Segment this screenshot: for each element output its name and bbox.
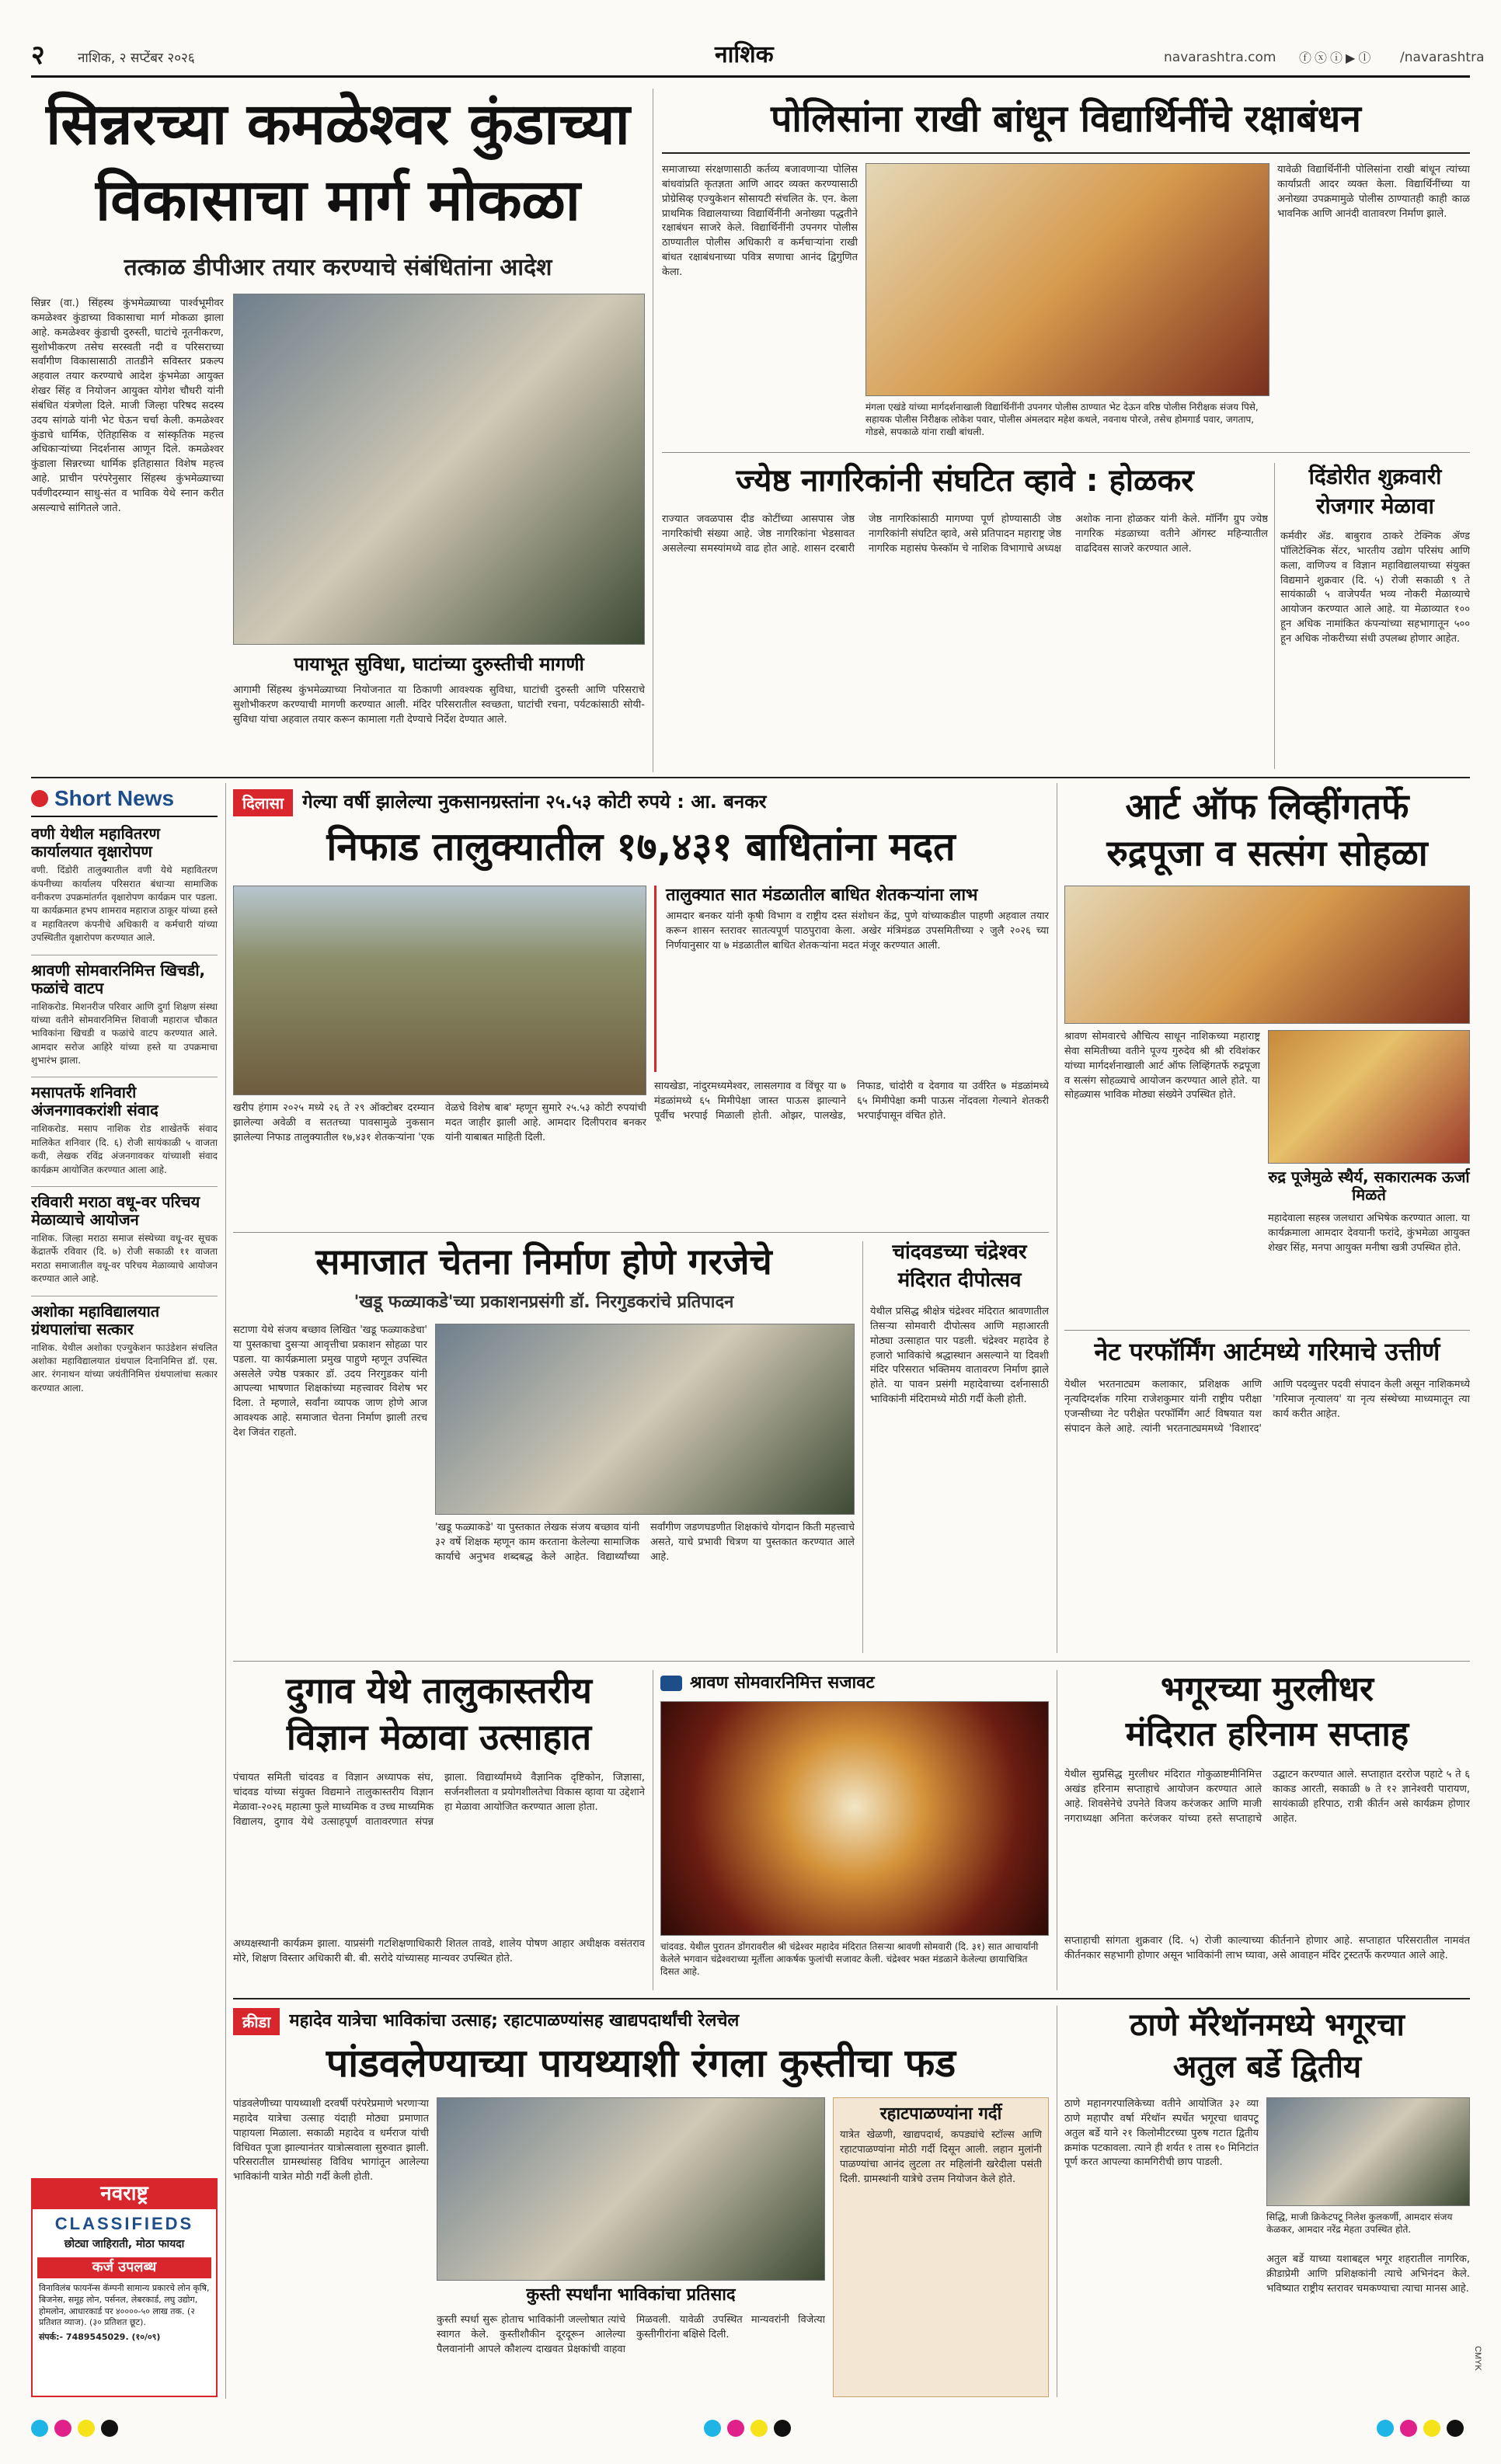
cyan-dot [704,2420,721,2437]
camera-icon [660,1676,682,1691]
short-news-title: रविवारी मराठा वधू-वर परिचय मेळाव्याचे आयोजन [31,1192,200,1230]
story12-body2: कुस्ती स्पर्धा सुरू होताच भाविकांनी जल्लोषात त्यांचे स्वागत केले. कुस्तीशौकीन दूरदूरून आलेल्या पैलवानांनी आपले कौशल्य दाखवत प्रेक्षकांची वाहवा मिळवली. यावेळी उपस्थित मान्यवरांनी विजेत्या कुस्तीगीरांना बक्षिसे दिली. [437,2314,825,2355]
story2-body: समाजाच्या संरक्षणासाठी कर्तव्य बजावणाऱ्या पोलिस बांधवांप्रति कृतज्ञता आणि आदर व्यक्त करण्यासाठी प्रोग्रेसिव्ह एज्युकेशन सोसायटी संचलित के. एन. केला प्राथमिक विद्यालयाच्या विद्यार्थिनींनी अनोख्या पद्धतीने रक्षाबंधन साजरे केले. विद्यार्थिनींनी उपनगर पोलीस ठाण्यातील पोलीस अधिकारी व कर्मचाऱ्यांना राखी बांधत रक्षाबंधनाच्या पवित्र सणाचा आनंद द्विगुणित केला. [662,164,858,278]
photo11-image [660,1701,1049,1936]
masthead [31,37,1485,78]
story8-headline-1: आर्ट ऑफ लिव्हींगतर्फे [1125,785,1409,827]
short-news-body: नाशिक. जिल्हा मराठा समाज संस्थेच्या वधू-वर सूचक केंद्रातर्फे रविवार (दि. ७) रोजी सकाळी ११ वाजता मराठा समाजातील वधू-वर परिचय मेळाव्याचे आयोजन करण्यात आले आहे. [31,1233,218,1285]
divider [233,1232,1049,1233]
story5-photo [233,886,646,1095]
story1-headline-2: विकासाचा मार्ग मोकळा [96,167,580,234]
story13-body: येथील सुप्रसिद्ध मुरलीधर मंदिरात गोकुळाष्टमीनिमित्त अखंड हरिनाम सप्ताहाचे आयोजन करण्यात आले आहे. शिवसेनेचे उपनेते विजय करंजकर आणि माजी नगराध्यक्षा अनिता करंजकर यांच्या हस्ते सप्ताहाचे उद्घाटन करण्यात आले. सप्ताहात दररोज पहाटे ५ ते ६ काकड आरती, सकाळी ७ ते १२ ज्ञानेश्वरी पारायण, सायंकाळी हरिपाठ, रात्री कीर्तन असे कार्यक्रम होणार आहेत. [1064,1769,1470,1825]
story10-headline-1: दुगाव येथे तालुकास्तरीय [285,1669,592,1711]
column-divider [862,1241,863,1653]
short-news-body: नाशिकरोड. मसाप नाशिक रोड शाखेतर्फे संवाद मालिकेत शनिवार (दि. ६) रोजी सायंकाळी ५ वाजता कवी, लेखक रविंद्र अंजनगावकर यांच्याशी संवाद कार्यक्रम आयोजित करण्यात आला आहे. [31,1123,218,1175]
linkedin-icon[interactable]: ⓛ [1358,50,1374,65]
story14-headline-2: अतुल बर्डे द्वितीय [1172,2049,1362,2085]
short-news-title: मसापतर्फे शनिवारी अंजनगावकरांशी संवाद [31,1083,158,1120]
classifieds-box [31,2178,218,2397]
story14-photo [1266,2097,1470,2206]
story8-photo-caption: रुद्र पूजेमुळे स्थैर्य, सकारात्मक ऊर्जा मिळते [1268,1168,1470,1204]
facebook-icon[interactable]: ⓕ [1299,50,1315,65]
story12-body: पांडवलेणीच्या पायथ्याशी दरवर्षी परंपरेप्रमाणे भरणाऱ्या महादेव यात्रेचा उत्साह यंदाही मोठ्या प्रमाणात पाहायला मिळाला. सकाळी महादेव व धर्मराज यांची विधिवत पूजा झाल्यानंतर यात्रोत्सवाला सुरुवात झाली. परिसरातील ग्रामस्थांसह विविध भागांतून आलेल्या भाविकांनी यात्रेत मोठी गर्दी केली होती. [233,2098,429,2184]
site-url[interactable]: navarashtra.com [1164,50,1276,65]
classifieds-section: कर्ज उपलब्ध [37,2257,211,2278]
x-icon[interactable]: ⓧ [1315,50,1331,65]
story2-caption: मंगला एखंडे यांच्या मार्गदर्शनाखाली विद्यार्थिनींनी उपनगर पोलीस ठाण्यात भेट देऊन वरिष्ठ पोलीस निरीक्षक संजय पिसे, सहायक पोलीस निरीक्षक लोकेश पवार, पोलीस अंमलदार महेश कथले, नवनाथ पोरजे, तसेच होमगार्ड पवार, जगताप, गोडसे, सपकाळे यांना राखी बांधली. [865,402,1259,438]
story8-headline-2: रुद्रपूजा व सत्संग सोहळा [1106,832,1428,874]
story12-photo [437,2097,825,2281]
story4-headline-1: दिंडोरीत शुक्रवारी [1308,464,1442,489]
story10-headline-2: विज्ञान मेळावा उत्साहात [286,1716,592,1758]
story1-body2: आगामी सिंहस्थ कुंभमेळ्याच्या नियोजनात या ठिकाणी आवश्यक सुविधा, घाटांची दुरुस्ती आणि परिसराचे सुशोभीकरण करण्याची मागणी करण्यात आली. मंदिर परिसरातील स्वच्छता, घाटांची रचना, पर्यटकांसाठी सोयी-सुविधा यांचा अहवाल तयार करून कामाला गती देण्याचे निर्देश देण्यात आले. [233,684,645,726]
cmyk-dots-left [31,2420,124,2440]
yellow-dot [78,2420,95,2437]
youtube-icon[interactable]: ▶ [1346,50,1359,65]
story12-headline: पांडवलेण्याच्या पायथ्याशी रंगला कुस्तीचा फड [326,2041,956,2086]
story12-box-title: रहाटपाळण्यांना गर्दी [879,2104,1002,2124]
story8-body: श्रावण सोमवारचे औचित्य साधून नाशिकच्या महाराष्ट्र सेवा समितीच्या वतीने पूज्य गुरुदेव श्री श्री रविशंकर यांच्या मार्गदर्शनाखाली आर्ट ऑफ लिव्हिंगतर्फे रुद्रपूजा व सत्संग सोहळ्याचे आयोजन करण्यात आले होते. या सोहळ्यास भाविक मोठ्या संख्येने उपस्थित होते. [1064,1031,1260,1101]
page-date: नाशिक, २ सप्टेंबर २०२६ [78,50,195,66]
story13-headline-2: मंदिरात हरिनाम सप्ताह [1125,1714,1409,1754]
column-divider [225,783,226,2399]
story6-body2: 'खडू फळ्याकडे' या पुस्तकात लेखक संजय बच्छाव यांनी ३२ वर्षे शिक्षक म्हणून काम करताना केलेल्या सामाजिक कार्याचे अनुभव शब्दबद्ध केले आहेत. विद्यार्थ्यांच्या सर्वांगीण जडणघडणीत शिक्षकांचे योगदान किती महत्त्वाचे असते, याचे प्रभावी चित्रण या पुस्तकात करण्यात आले आहे. [435,1522,855,1563]
cyan-dot [31,2420,48,2437]
yellow-dot [750,2420,768,2437]
instagram-icon[interactable]: ⓘ [1330,50,1346,65]
story6-headline: समाजात चेतना निर्माण होणे गरजेचे [315,1241,772,1282]
black-dot [101,2420,118,2437]
story14-body: ठाणे महानगरपालिकेच्या वतीने आयोजित ३२ व्या ठाणे महापौर वर्षा मॅरेथॉन स्पर्धेत भगूरचा धावपटू अतुल बर्डे याने २१ किलोमीटरच्या पुरुष गटात द्वितीय क्रमांक पटकावला. त्याने ही शर्यत १ तास १० मिनिटांत पूर्ण करत आपल्या कामगिरीची छाप पाडली. [1064,2098,1259,2169]
short-news-item [31,1296,218,1396]
story4-headline-2: रोजगार मेळावा [1316,493,1434,519]
short-news-body: नाशिक. येथील अशोका एज्युकेशन फाउंडेशन संचलित अशोका महाविद्यालयात ग्रंथपाल दिनानिमित्त डॉ. एस. आर. रंगनाथन यांच्या जयंतीनिमित्त ग्रंथपालांचा सत्कार करण्यात आला. [31,1342,218,1394]
black-dot [774,2420,791,2437]
short-news-item [31,1077,218,1177]
column-divider [1274,463,1275,769]
short-news-item [31,825,218,945]
story9-headline: नेट परफॉर्मिंग आर्टमध्ये गरिमाचे उत्तीर्ण [1094,1337,1440,1366]
story10-body2: अध्यक्षस्थानी कार्यक्रम झाला. याप्रसंगी गटशिक्षणाधिकारी शितल तावडे, शालेय पोषण आहार अधीक्षक वसंतराव मोरे, शिक्षण विस्तार अधिकारी बी. बी. सरोदे यांच्यासह मान्यवर उपस्थित होते. [233,1938,645,1965]
story4-body: कर्मवीर ॲड. बाबुराव ठाकरे टेक्निक ॲण्ड पॉलिटेक्निक सेंटर, भारतीय उद्योग परिसंघ आणि कला, वाणिज्य व विज्ञान महाविद्यालयाच्या संयुक्त विद्यमाने शुक्रवार (दि. ५) रोजी सकाळी ९ ते सायंकाळी ५ वाजेपर्यंत भव्य नोकरी मेळाव्याचे आयोजन करण्यात आले आहे. या मेळाव्यात १०० हून अधिक नामांकित कंपन्यांच्या सहभागातून ५०० हून अधिक नोकरीच्या संधी उपलब्ध होणार आहेत. [1280,531,1470,645]
story7-headline-1: चांदवडच्या चंद्रेश्वर [892,1241,1027,1264]
story5-headline: निफाड तालुक्यातील १७,४३१ बाधितांना मदत [326,824,956,869]
short-news-title: अशोका महाविद्यालयात ग्रंथपालांचा सत्कार [31,1301,160,1338]
edition-title: नाशिक [715,41,774,68]
story5-body: खरीप हंगाम २०२५ मध्ये २६ ते २९ ऑक्टोबर दरम्यान झालेल्या अवेळी व सततच्या पावसामुळे नुकसान झालेल्या निफाड तालुक्यातील १७,४३१ शेतकऱ्यांना 'एक वेळचे विशेष बाब' म्हणून सुमारे २५.५३ कोटी रुपयांची मदत जाहीर झाली आहे. आमदार दिलीपराव बनकर यांनी याबाबत माहिती दिली. [233,1102,646,1143]
photo11-caption: चांदवड. येथील पुरातन डोंगरावरील श्री चंद्रेश्वर महादेव मंदिरात तिसऱ्या श्रावणी सोमवारी (दि. ३१) सात आचार्यांनी केलेले भगवान चंद्रेश्वराच्या मूर्तीला आकर्षक फुलांची सजावट केली. चंद्रेश्वर भक्त मंडळाने केलेल्या छायाचित्रित दिसत आहे. [660,1941,1039,1978]
short-news-body: वणी. दिंडोरी तालुक्यातील वणी येथे महावितरण कंपनीच्या कार्यालय परिसरात बंधाऱ्या सामाजिक वनीकरण उपक्रमांतर्गत वृक्षारोपण कार्यक्रम पार पडला. या कार्यक्रमात हभप शामराव महाराज ठाकूर यांच्या हस्ते व महावितरण कंपनीचे अधिकारी व कर्मचारी यांच्या उपस्थितीत वृक्षारोपण करण्यात आले. [31,865,218,944]
classifieds-brand: नवराष्ट्र [33,2180,216,2209]
story8-photo [1064,886,1470,1024]
cmyk-label: CMYK [1473,2346,1482,2371]
short-news-title: वणी येथील महावितरण कार्यालयात वृक्षारोपण [31,824,160,861]
story5-box-title: तालुक्यात सात मंडळातील बाधित शेतकऱ्यांना लाभ [666,886,978,905]
short-news-icon [31,790,48,807]
story12-kicker: महादेव यात्रेचा भाविकांचा उत्साह; रहाटपाळण्यांसह खाद्यपदार्थांची रेलचेल [289,2011,740,2031]
social-handle: /navarashtra [1400,50,1485,65]
social-icons [1299,48,1374,66]
story14-headline-1: ठाणे मॅरेथॉनमध्ये भगूरचा [1130,2007,1405,2043]
classifieds-tagline: छोट्या जाहिराती, मोठा फायदा [64,2238,185,2251]
story12-box [833,2097,1049,2397]
short-news-title: श्रावणी सोमवारनिमित्त खिचडी, फळांचे वाटप [31,960,206,997]
classifieds-ad: विनाविलंब फायनॅन्स कॅम्पनी सामान्य प्रकारचे लोन कृषि, बिजनेस, समूह लोन, पर्सनल, लेबरकार्ड, लघु उद्योग, होमलोन, आधारकार्ड पर ४००००-५० लाख तक. (२ प्रतिशत व्याज). (३० प्रतिशत छूट). [39,2282,210,2328]
story10-body: पंचायत समिती चांदवड व विज्ञान अध्यापक संघ, चांदवड यांच्या संयुक्त विद्यमाने तालुकास्तरीय विज्ञान मेळावा-२०२६ महात्मा फुले माध्यमिक व उच्च माध्यमिक विद्यालय, दुगाव येथे उत्साहपूर्ण वातावरणात संपन्न झाला. विद्यार्थ्यांमध्ये वैज्ञानिक दृष्टिकोन, जिज्ञासा, सर्जनशीलता व प्रयोगशीलतेचा विकास व्हावा या उद्देशाने हा मेळावा आयोजित करण्यात आला होता. [233,1772,645,1828]
magenta-dot [54,2420,71,2437]
story5-box-body: आमदार बनकर यांनी कृषी विभाग व राष्ट्रीय दस्त संशोधन केंद्र, पुणे यांच्याकडील पाहणी अहवाल तयार करून शासन स्तरावर सातत्यपूर्ण पाठपुरावा केला. अखेर मंत्रिमंडळ उपसमितीच्या २ जुलै २०२६ च्या निर्णयानुसार या ७ मंडळातील बाधित शेतकऱ्यांना मदत मंजूर करण्यात आली. [666,910,1049,952]
divider [233,1661,1470,1662]
story1-photo [233,294,645,645]
story7-headline-2: मंदिरात दीपोत्सव [897,1269,1022,1292]
story2-headline: पोलिसांना राखी बांधून विद्यार्थिनींचे रक्षाबंधन [771,97,1361,141]
short-news-body: नाशिकरोड. मिशनरीज परिवार आणि दुर्गा शिक्षण संस्था यांच्या वतीने सोमवारनिमित्त शिवाजी महाराज चौकात भाविकांना खिचडी व फळांचे वाटप करण्यात आले. आमदार सरोज आहिरे यांच्या हस्ते या उपक्रमाचा शुभारंभ झाला. [31,1001,218,1067]
page-number: २ [31,40,45,71]
classifieds-title: CLASSIFIEDS [54,2213,194,2233]
story14-caption: सिद्धि, माजी क्रिकेटपटू निलेश कुलकर्णी, आमदार संजय केळकर, आमदार नरेंद्र मेहता उपस्थित होते. [1266,2212,1453,2236]
story5-kicker-row [233,786,1049,819]
short-news-label: Short News [54,786,175,810]
short-news-item [31,955,218,1068]
story1-headline-1: सिन्नरच्या कमळेश्वर कुंडाच्या [46,91,630,158]
story1-subhead: तत्काळ डीपीआर तयार करण्याचे संबंधितांना आदेश [124,254,552,281]
magenta-dot [1400,2420,1417,2437]
story2-body2: यावेळी विद्यार्थिनींनी पोलिसांना राखी बांधून त्यांच्या कार्याप्रती आदर व्यक्त केला. विद्यार्थिनींच्या या अनोख्या उपक्रमामुळे पोलीस ठाण्यातही काही काळ भावनिक आणि आनंदी वातावरण निर्माण झाले. [1277,164,1470,220]
story12-box-body: यात्रेत खेळणी, खाद्यपदार्थ, कपड्यांचे स्टॉल्स आणि रहाटपाळण्यांना मोठी गर्दी दिसून आली. लहान मुलांनी पाळण्यांचा आनंद लुटला तर महिलांनी खरेदीला पसंती दिली. ग्रामस्थांनी यात्रेचे उत्तम नियोजन केले होते. [840,2129,1042,2185]
story5-body2: सायखेडा, नांदुरमध्यमेश्वर, लासलगाव व विंचूर या ७ मंडळांमध्ये ६५ मिमीपेक्षा जास्त पाऊस झाल्याने पूर्वीच भरपाई मिळाली होती. ओझर, पालखेड, निफाड, चांदोरी व देवगाव या उर्वरित ७ मंडळांमध्ये ६५ मिमीपेक्षा कमी पाऊस नोंदवला गेल्याने शेतकरी भरपाईपासून वंचित होते. [654,1081,1049,1122]
story1-photo-caption: पायाभूत सुविधा, घाटांच्या दुरुस्तीची मागणी [294,653,584,675]
short-news-header [31,786,218,817]
story1-body: सिन्नर (वा.) सिंहस्थ कुंभमेळ्याच्या पार्श्वभूमीवर कमळेश्वर कुंडाच्या विकासाचा मार्ग मोकळा झाला आहे. कमळेश्वर कुंडाची दुरुस्ती, घाटांचे नूतनीकरण, सुशोभीकरण तसेच सरस्वती नदी व परिसराच्या सर्वांगीण विकासासाठी तातडीने सविस्तर प्रकल्प अहवाल तयार करण्याचे आदेश कुंभमेळा आयुक्त शेखर सिंह व नियोजन आयुक्त योगेश चौधरी यांनी संबंधित यंत्रणेला दिले. माजी जिल्हा परिषद सदस्य उदय सांगळे यांनी भेट घेऊन चर्चा केली. कमळेश्वर कुंडाचे धार्मिक, ऐतिहासिक व सांस्कृतिक महत्त्व अधिकाऱ्यांच्या निदर्शनास आणून दिले. कमळेश्वर कुंडाला सिन्नरच्या धार्मिक इतिहासात विशेष महत्त्व आहे. प्राचीन परंपरेनुसार सिंहस्थ कुंभमेळ्याच्या पर्वणीदरम्यान साधु-संत व भाविक येथे स्नान करीत असल्याचे सांगितले जाते. [31,298,224,514]
story9-body: येथील भरतनाट्यम कलाकार, प्रशिक्षक आणि नृत्यदिग्दर्शक गरिमा राजेशकुमार यांनी राष्ट्रीय परीक्षा एजन्सीच्या नेट परीक्षेत परफॉर्मिंग आर्ट विषयात यश संपादन केले आहे. त्यांनी भरतनाट्यममध्ये 'विशारद' आणि पदव्युत्तर पदवी संपादन केली असून नाशिकमध्ये 'गरिमाज नृत्यालय' या नृत्य संस्थेच्या माध्यमातून त्या कार्य करीत आहेत. [1064,1379,1470,1435]
story6-subhead: 'खडू फळ्याकडे'च्या प्रकाशनप्रसंगी डॉ. निरगुडकरांचे प्रतिपादन [353,1293,734,1312]
story8-photo-2 [1268,1030,1470,1164]
story13-headline-1: भगूरच्या मुरलीधर [1161,1669,1374,1709]
magenta-dot [727,2420,744,2437]
story5-box [654,886,1049,1072]
story2-rule [662,152,1470,154]
story3-headline: ज्येष्ठ नागरिकांनी संघटित व्हावे : होळकर [736,463,1194,499]
short-news-panel [31,786,218,2170]
divider [1064,1330,1470,1331]
story7-body: येथील प्रसिद्ध श्रीक्षेत्र चंद्रेश्वर मंदिरात श्रावणातील तिसऱ्या सोमवारी दीपोत्सव आणि महाआरती मोठ्या उत्साहात पार पडली. चंद्रेश्वर महादेव हे हजारो भाविकांचे श्रद्धास्थान असल्याने या दिवशी मंदिर परिसरात भक्तिमय वातावरण निर्माण झाले होते. या पावन प्रसंगी महादेवाच्या दर्शनासाठी भाविकांनी मंदिरामध्ये मोठी गर्दी केली होती. [870,1306,1049,1406]
short-news-item [31,1186,218,1286]
cyan-dot [1377,2420,1394,2437]
story14-body2: अतुल बर्डे याच्या यशाबद्दल भगूर शहरातील नागरिक, क्रीडाप्रेमी आणि प्रशिक्षकांनी त्याचे अभिनंदन केले. भविष्यात राष्ट्रीय स्तरावर चमकण्याचा त्याचा मानस आहे. [1266,2253,1470,2295]
black-dot [1447,2420,1464,2437]
divider [233,1998,1470,1999]
story12-photo-caption: कुस्ती स्पर्धांना भाविकांचा प्रतिसाद [526,2285,736,2305]
story13-body2: सप्ताहाची सांगता शुक्रवार (दि. ५) रोजी काल्याच्या कीर्तनाने होणार आहे. सप्ताहात परिसरातील नामवंत कीर्तनकार सहभागी होणार असून भाविकांनी लाभ घ्यावा, असे आवाहन मंदिर ट्रस्टतर्फे करण्यात आले आहे. [1064,1935,1470,1961]
divider [662,452,1470,453]
story2-photo [865,163,1269,396]
story6-body: सटाणा येथे संजय बच्छाव लिखित 'खडू फळ्याकडेचा' या पुस्तकाचा दुसऱ्या आवृत्तीचा प्रकाशन सोहळा पार पडला. या कार्यक्रमाला प्रमुख पाहुणे म्हणून उपस्थित असलेले ज्येष्ठ पत्रकार डॉ. उदय निरगुडकर यांनी आपल्या भाषणात शिक्षकांच्या महत्त्वावर विशेष भर दिला. ते म्हणाले, सर्वांना व्यापक जाण होणे आज आवश्यक आहे. समाजात चेतना निर्माण झाली तरच देश जिवंत राहतो. [233,1324,427,1439]
story8-body2: महादेवाला सहस्त्र जलधारा अभिषेक करण्यात आला. या कार्यक्रमाला आमदार देवयानी फरांदे, कुंभमेळा आयुक्त शेखर सिंह, मनपा आयुक्त मनीषा खत्री उपस्थित होते. [1268,1213,1470,1254]
story3-body: राज्यात जवळपास दीड कोटींच्या आसपास जेष्ठ नागरिकांची संख्या आहे. जेष्ठ नागरिकांना भेडसावत असलेल्या समस्यांमध्ये वाढ होत आहे. शासन दरबारी जेष्ठ नागरिकांसाठी मागण्या पूर्ण होण्यासाठी जेष्ठ नागरिकांनी संघटित व्हावे, असे प्रतिपादन महाराष्ट्र जेष्ठ नागरिक महासंघ फेस्कॉम चे नाशिक विभागाचे अध्यक्ष अशोक नाना होळकर यांनी केले. मॉर्निंग ग्रुप ज्येष्ठ नागरिक मंडळाच्या वतीने ऑगस्ट महिन्यातील वाढदिवस साजरे करण्यात आले. [662,513,1268,555]
cmyk-marks [31,2414,1470,2445]
story6-photo [435,1324,855,1515]
cmyk-dots-center [704,2420,797,2440]
photo11-label: श्रावण सोमवारनिमित्त सजावट [690,1673,875,1693]
section-rule [31,777,1470,778]
story5-tag: दिलासा [233,789,293,816]
story12-kicker-row [233,2006,1049,2037]
cmyk-dots-right [1377,2420,1470,2440]
story5-kicker: गेल्या वर्षी झालेल्या नुकसानग्रस्तांना २५.५३ कोटी रुपये : आ. बनकर [302,791,767,813]
story12-tag: क्रीडा [233,2008,280,2035]
yellow-dot [1423,2420,1440,2437]
classifieds-contact: संपर्क:- 7489545029. (१०/०९) [39,2332,161,2343]
photo11-label-row [660,1670,1049,1697]
